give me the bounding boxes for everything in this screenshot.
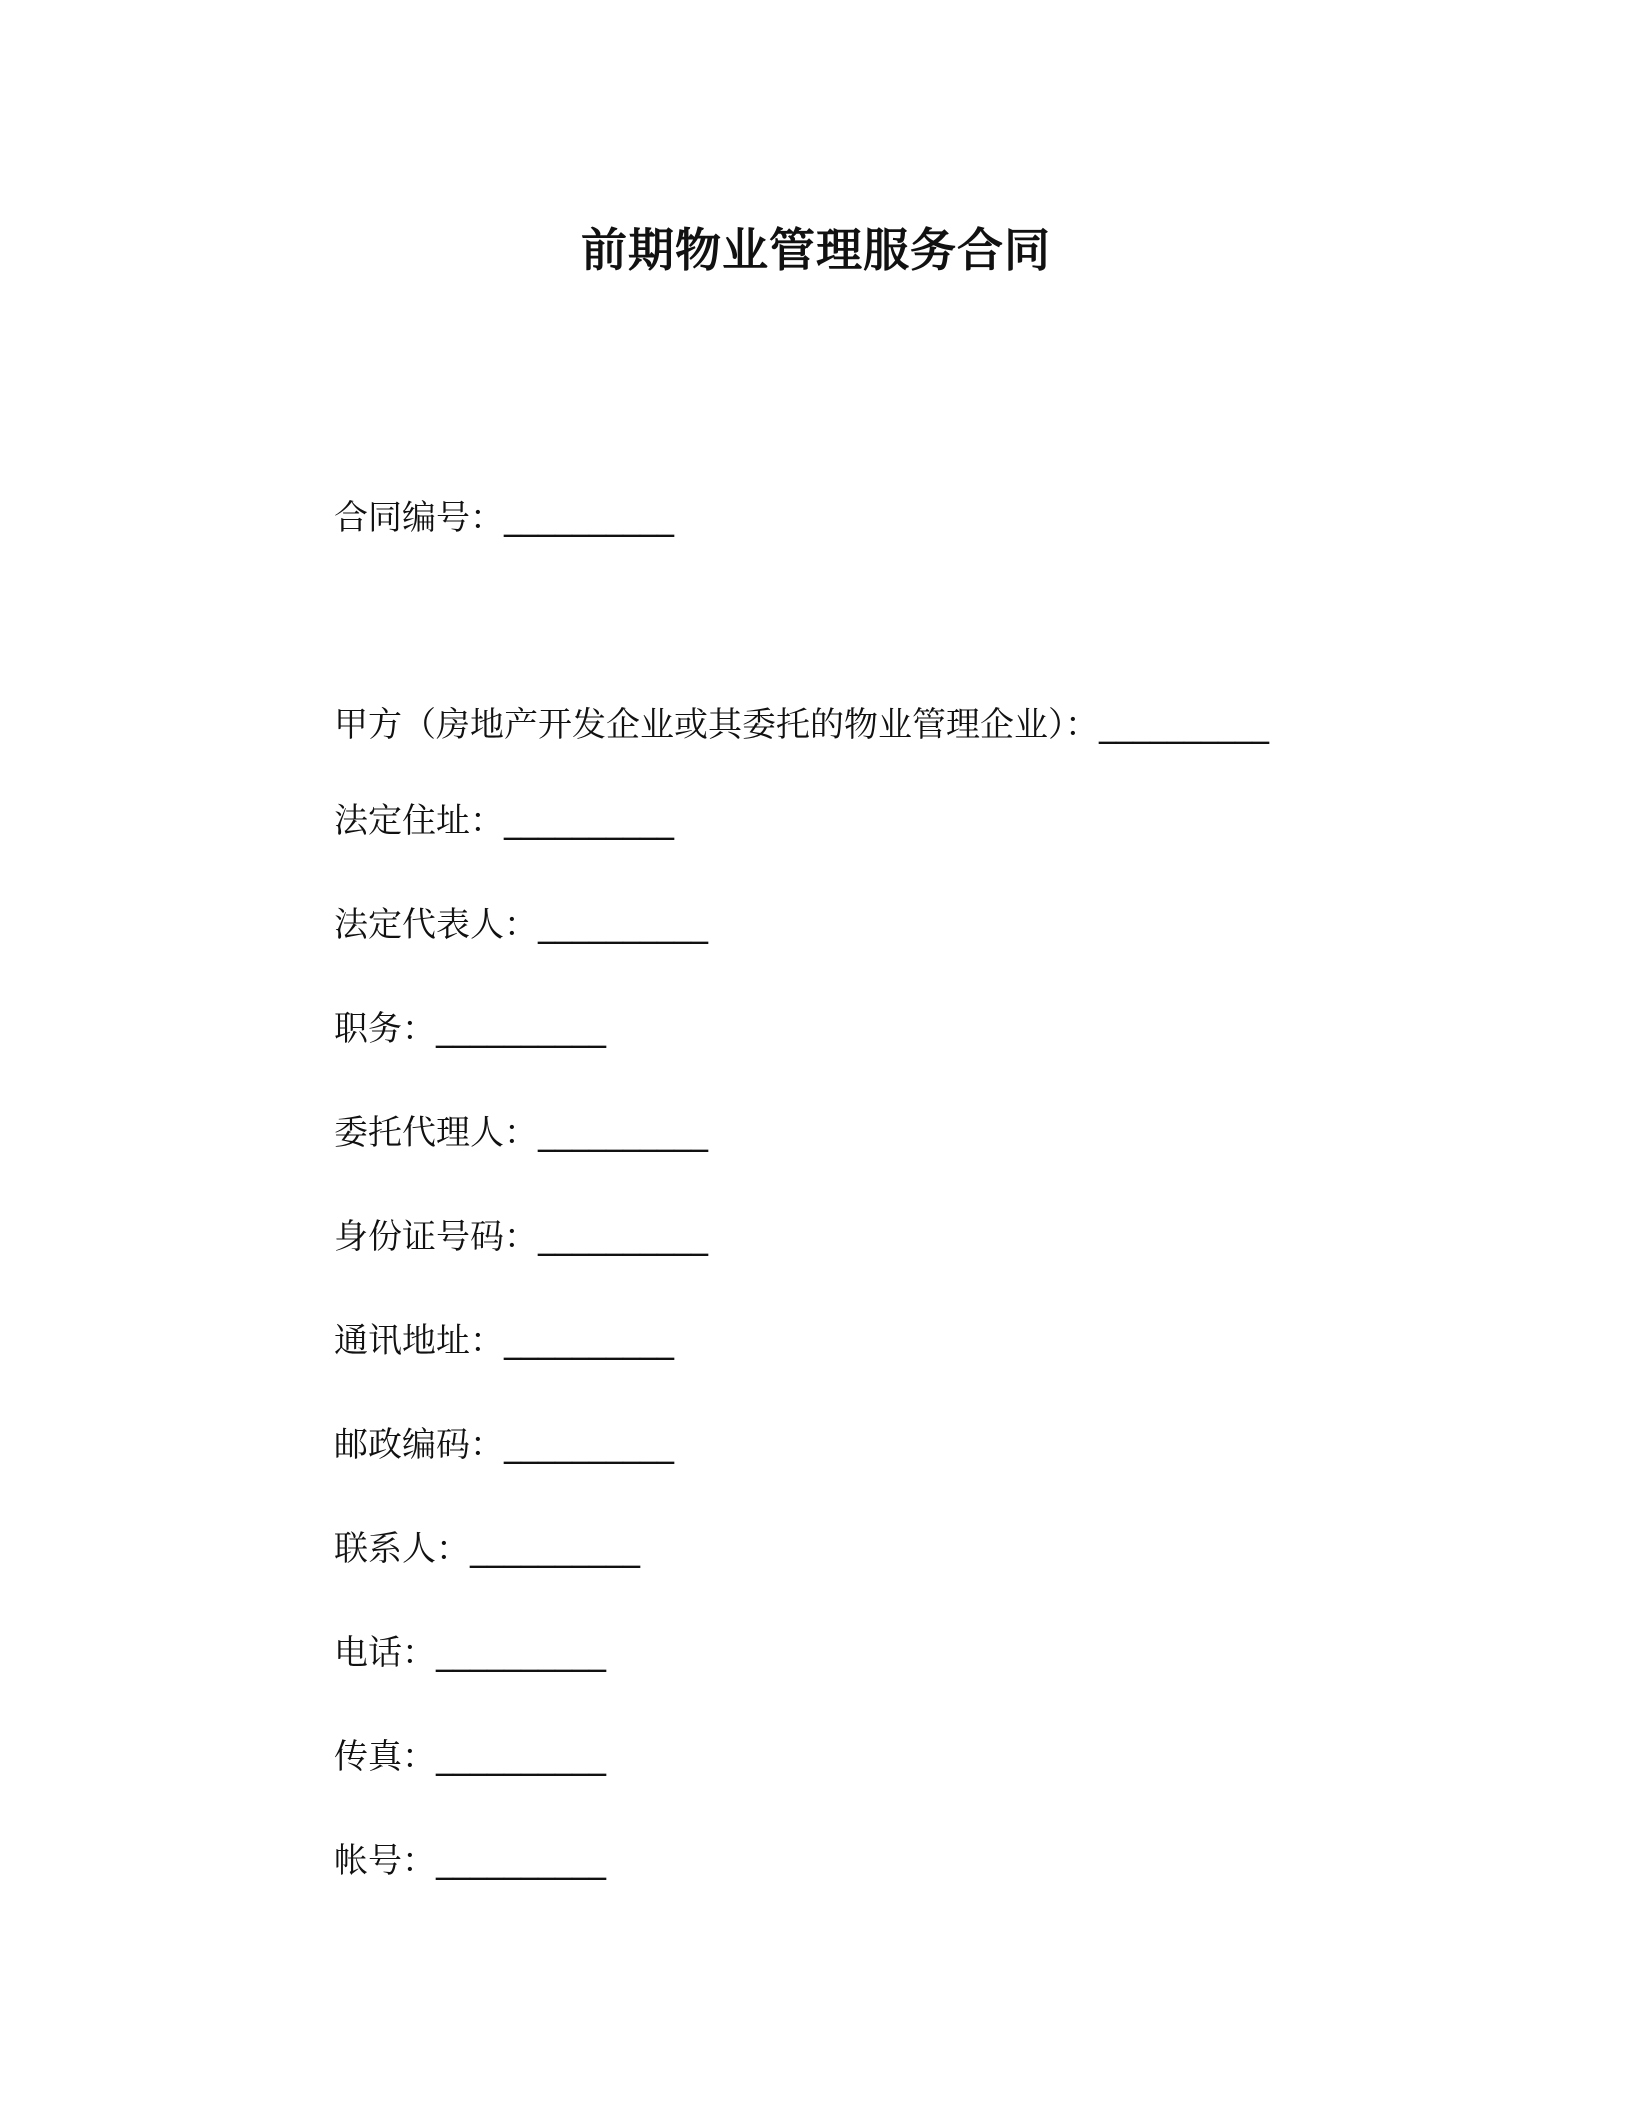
party-a-heading-label: 甲方（房地产开发企业或其委托的物业管理企业）： [334, 705, 1099, 745]
field-blank: __________ [538, 1113, 708, 1153]
field-label: 委托代理人： [334, 1113, 538, 1153]
field-label: 传真： [334, 1737, 436, 1777]
field-label: 通讯地址： [334, 1321, 504, 1361]
document-title: 前期物业管理服务合同 [581, 223, 1051, 277]
field-blank: __________ [436, 1841, 606, 1881]
field-blank: __________ [470, 1529, 640, 1569]
field-blank: __________ [504, 1425, 674, 1465]
field-legal-representative [334, 902, 708, 948]
field-blank: __________ [436, 1633, 606, 1673]
field-label: 帐号： [334, 1841, 436, 1881]
field-authorized-agent [334, 1110, 708, 1156]
field-label: 邮政编码： [334, 1425, 504, 1465]
field-label: 法定住址： [334, 801, 504, 841]
contract-number-line [334, 495, 674, 541]
field-account-number [334, 1838, 606, 1884]
field-postal-code [334, 1422, 674, 1468]
field-position [334, 1006, 606, 1052]
party-a-heading-blank: __________ [1099, 705, 1269, 745]
field-contact-person [334, 1526, 640, 1572]
field-mailing-address [334, 1318, 674, 1364]
field-blank: __________ [504, 1321, 674, 1361]
field-phone [334, 1630, 606, 1676]
contract-number-blank: __________ [504, 498, 674, 538]
contract-number-label: 合同编号： [334, 498, 504, 538]
field-legal-address [334, 798, 674, 844]
field-blank: __________ [436, 1009, 606, 1049]
field-label: 联系人： [334, 1529, 470, 1569]
field-fax [334, 1734, 606, 1780]
field-label: 电话： [334, 1633, 436, 1673]
field-blank: __________ [538, 1217, 708, 1257]
field-label: 身份证号码： [334, 1217, 538, 1257]
field-label: 职务： [334, 1009, 436, 1049]
field-blank: __________ [436, 1737, 606, 1777]
field-blank: __________ [504, 801, 674, 841]
party-a-heading-line [334, 702, 1269, 748]
field-id-number [334, 1214, 708, 1260]
field-label: 法定代表人： [334, 905, 538, 945]
field-blank: __________ [538, 905, 708, 945]
